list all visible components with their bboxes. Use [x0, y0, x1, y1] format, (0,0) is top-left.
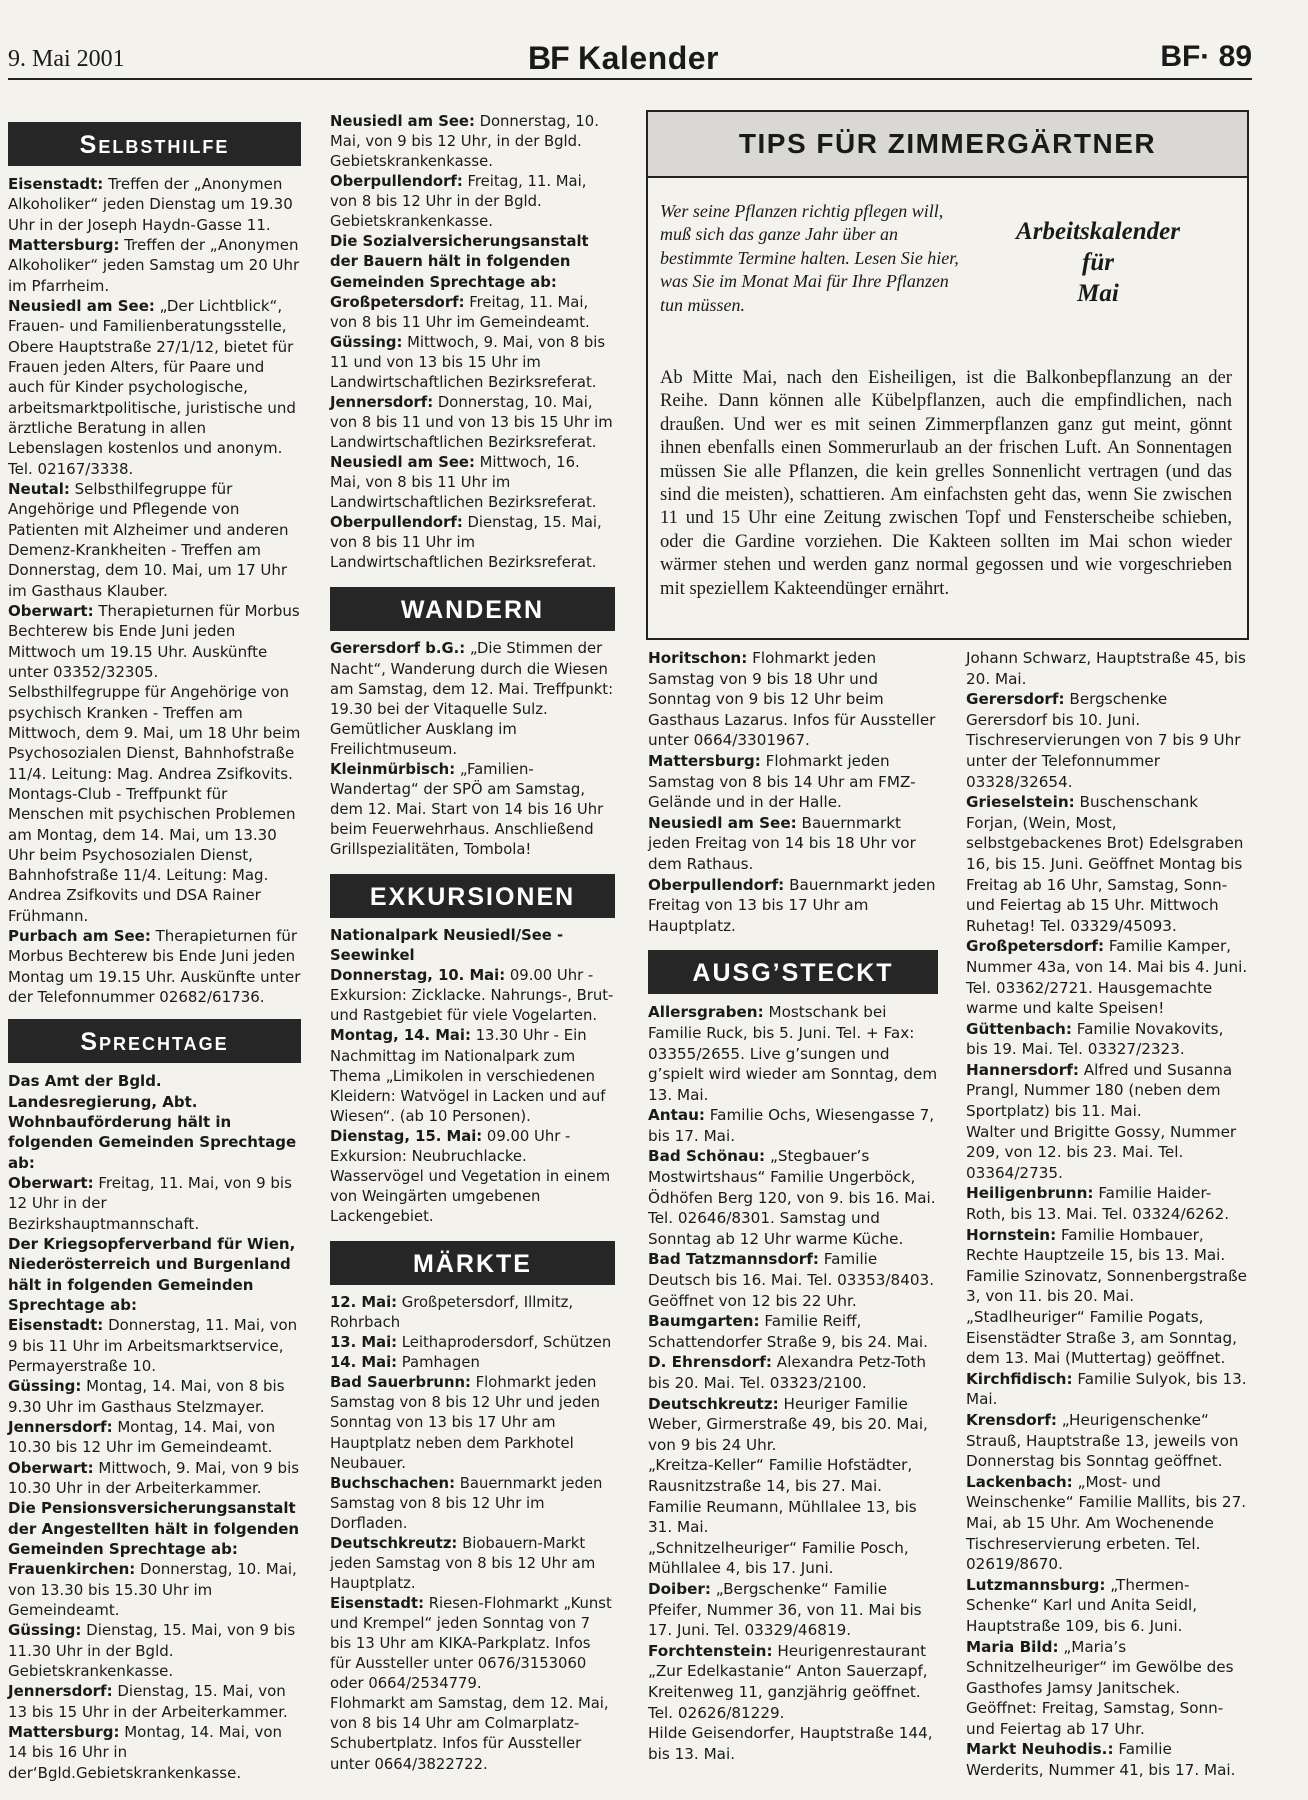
entry-place: Allersgraben:: [648, 1003, 764, 1022]
calendar-entry: [330, 1594, 615, 1694]
calendar-entry: [966, 1225, 1249, 1266]
calendar-entry: [966, 1183, 1249, 1224]
tips-side-title: [978, 216, 1218, 309]
entry-text: Dienstag, 15. Mai, von 8 bis 11 Uhr im Landwirtschaftlichen Bezirksreferat.: [330, 514, 602, 572]
entry-text: Familie Kamper, Nummer 43a, von 14. Mai bis 4. Juni. Tel. 03362/2721. Hausgemachte warme und kalte Speisen!: [966, 937, 1248, 1018]
entry-place: Oberwart:: [8, 1174, 94, 1193]
entry-place: Neusiedl am See:: [648, 813, 797, 832]
calendar-entry: [8, 1173, 301, 1234]
calendar-entry: [8, 1722, 301, 1783]
entry-text: Bauernmarkt jeden Freitag von 14 bis 18 Uhr vor dem Rathaus.: [648, 813, 916, 873]
calendar-entry: [8, 1498, 301, 1559]
entry-text: „Kreitza-Keller“ Familie Hofstädter, Rausnitzstraße 14, bis 27. Mai.: [648, 1456, 913, 1495]
heading-exkursionen: EXKURSIONEN: [330, 874, 615, 918]
entry-place: Mattersburg:: [8, 1722, 120, 1741]
entry-text: Therapieturnen für Morbus Bechterew bis Ende Juni jeden Montag um 19.15 Uhr. Auskünfte unter der Telefonnummer 02682/61736.: [8, 927, 301, 1007]
entry-place: Oberpullendorf:: [330, 514, 463, 532]
entry-place: Horitschon:: [648, 649, 748, 667]
entry-place: 13. Mai:: [330, 1334, 398, 1352]
entry-place: Markt Neuhodis.:: [966, 1740, 1114, 1759]
entry-place: Jennersdorf:: [8, 1418, 113, 1437]
calendar-entry: [966, 1637, 1249, 1740]
calendar-entry: [8, 1458, 301, 1499]
calendar-entry: [648, 1394, 938, 1456]
entry-text: Alfred und Susanna Prangl, Nummer 180 (neben dem Sportplatz) bis 11. Mai.: [966, 1060, 1233, 1121]
entry-place: Großpetersdorf:: [330, 293, 465, 311]
calendar-entry: [648, 1002, 938, 1105]
calendar-entry: [330, 172, 615, 232]
entry-place: Güssing:: [8, 1377, 82, 1396]
entry-place: Neusiedl am See:: [8, 296, 155, 315]
heading-wandern: WANDERN: [330, 587, 615, 631]
entry-place: Kleinmürbisch:: [330, 760, 456, 778]
entry-place: Neutal:: [8, 479, 70, 498]
calendar-entry: [8, 1559, 301, 1620]
entries-wandern: [330, 639, 615, 860]
calendar-entry: [648, 1352, 938, 1393]
entry-place: Maria Bild:: [966, 1637, 1059, 1656]
entry-place: Oberpullendorf:: [330, 173, 463, 191]
calendar-entry: [966, 689, 1249, 792]
calendar-entry: [8, 601, 301, 682]
entry-place: Oberwart:: [8, 1458, 94, 1477]
entry-place: Eisenstadt:: [330, 1595, 425, 1612]
entry-text: Familie Reiff, Schattendorfer Straße 9, bis 24. Mai.: [648, 1312, 928, 1351]
entry-place: Frauenkirchen:: [8, 1560, 136, 1579]
entries-exkursionen: [330, 926, 615, 1227]
calendar-entry: [8, 296, 301, 479]
entry-place: Donnerstag, 10. Mai:: [330, 967, 506, 985]
entries-ausgsteckt-cont: [966, 648, 1249, 1781]
tips-title-bar: [648, 112, 1247, 178]
entry-place: Purbach am See:: [8, 927, 151, 946]
entry-text: „Die Stimmen der Nacht“, Wanderung durch die Wiesen am Samstag, dem 12. Mai. Treffpunkt: 19.30 bei der Vitaquelle Sulz. Gemütlicher Ausklang im Freilichtmuseum.: [330, 640, 614, 758]
calendar-entry: [330, 453, 615, 513]
column-4: [966, 648, 1249, 1781]
calendar-entry: [8, 174, 301, 235]
calendar-entry: [8, 1681, 301, 1722]
heading-sprechtage: Sprechtage: [8, 1019, 301, 1063]
entry-place: Mattersburg:: [648, 751, 761, 770]
tips-body: Ab Mitte Mai, nach den Eisheiligen, ist die Balkonbepflanzung an der Reihe. Dann können alle Kübelpflanzen, auch die empfindlichen, nach draußen. Und wer es mit seinen Zimmerpflanzen ganz gut meint, gönnt ihnen ebenfalls einen Sommerurlaub an der frischen Luft. An Sonnentagen müssen Sie alle Pflanzen, die kein grelles Sonnenlicht vertragen (und das sind die meisten), schattieren. Am einfachsten geht das, wenn Sie zwischen 11 und 15 Uhr eine Zeitung zwischen Topf und Fensterscheibe schieben, oder die Gardine vorziehen. Die Kakteen sollten im Mai schon wieder wärmer stehen und werden ganz normal gegossen und wie vorgeschrieben mit speziellem Kakteendünger ernährt.: [660, 367, 1232, 599]
entry-place: Lackenbach:: [966, 1472, 1073, 1491]
entry-text: Freitag, 11. Mai, von 9 bis 12 Uhr in der Bezirkshauptmannschaft.: [8, 1174, 292, 1233]
entry-text: Treffen der „Anonymen Alkoholiker“ jeden Samstag um 20 Uhr im Pfarrheim.: [8, 235, 300, 295]
entry-text: 09.00 Uhr - Exkursion: Neubruchlacke. Wasservögel und Vegetation in einem von Weingärten umgebenen Lackengebiet.: [330, 1127, 611, 1225]
entry-text: Johann Schwarz, Hauptstraße 45, bis 20. Mai.: [966, 649, 1246, 688]
entry-place: Eisenstadt:: [8, 175, 104, 193]
heading-maerkte: MÄRKTE: [330, 1241, 615, 1285]
column-1: [8, 122, 301, 1783]
entries-sprechtage: [8, 1071, 301, 1782]
entry-text: „Heurigenschenke“ Strauß, Hauptstraße 13, jeweils von Donnerstag bis Sonntag geöffnet.: [966, 1410, 1239, 1471]
calendar-entry: [8, 1376, 301, 1417]
calendar-entry: [648, 1146, 938, 1249]
calendar-entry: [330, 1373, 615, 1473]
entry-text: Familie Szinovatz, Sonnenbergstraße 3, von 11. bis 20. Mai.: [966, 1266, 1247, 1306]
entry-place: Bad Tatzmannsdorf:: [648, 1250, 819, 1269]
entry-text: Flohmarkt am Samstag, dem 12. Mai, von 8 bis 14 Uhr am Colmarplatz-Schubertplatz. Infos für Aussteller unter 0664/3822722.: [330, 1695, 609, 1773]
entry-text: „Most- und Weinschenke“ Familie Mallits, bis 27. Mai, ab 15 Uhr. Am Wochenende Tischreservierung erbeten. Tel. 02619/8670.: [966, 1472, 1247, 1574]
heading-selbsthilfe: Selbsthilfe: [8, 122, 301, 166]
entry-text: Großpetersdorf, Illmitz, Rohrbach: [330, 1294, 574, 1332]
calendar-entry: [648, 1455, 938, 1496]
calendar-entry: [330, 1293, 615, 1333]
entry-place: Gerersdorf:: [966, 690, 1065, 709]
entry-text: Leithaprodersdorf, Schützen: [397, 1334, 612, 1352]
entry-text: Montag, 14. Mai, von 14 bis 16 Uhr in der‘Bgld.Gebietskrankenkasse.: [8, 1722, 282, 1782]
entry-place: Die Pensionsversicherungsanstalt der Angestellten hält in folgenden Gemeinden Sprechtage ab:: [8, 1499, 300, 1558]
entry-text: „Maria’s Schnitzelheuriger“ im Gewölbe des Gasthofes Jamsy Janitschek. Geöffnet: Freitag, Samstag, Sonn- und Feiertag ab 17 Uhr.: [966, 1637, 1234, 1738]
title-text: Kalender: [568, 40, 719, 76]
entry-text: Bauernmarkt jeden Samstag von 8 bis 12 Uhr im Dorfladen.: [330, 1474, 603, 1532]
calendar-entry: [966, 1472, 1249, 1575]
calendar-entry: [330, 1694, 615, 1774]
entry-text: Montag, 14. Mai, von 10.30 bis 12 Uhr im Gemeindeamt.: [8, 1418, 276, 1457]
entry-place: Montag, 14. Mai:: [330, 1027, 471, 1045]
entry-text: Heuriger Familie Weber, Girmerstraße 49, bis 20. Mai, von 9 bis 24 Uhr.: [648, 1394, 928, 1454]
entry-text: Dienstag, 15. Mai, von 9 bis 11.30 Uhr in der Bgld. Gebietskrankenkasse.: [8, 1621, 296, 1680]
calendar-entry: [330, 232, 615, 292]
entry-text: Familie Werderits, Nummer 41, bis 17. Mai.: [966, 1740, 1236, 1780]
column-2: [330, 112, 615, 1775]
entry-text: Mittwoch, 16. Mai, von 8 bis 11 Uhr im Landwirtschaftlichen Bezirksreferat.: [330, 454, 597, 512]
entry-text: Familie Haider-Roth, bis 13. Mai. Tel. 03324/6262.: [966, 1184, 1230, 1224]
entry-place: Baumgarten:: [648, 1312, 760, 1331]
calendar-entry: [330, 1026, 615, 1126]
calendar-entry: [330, 293, 615, 333]
calendar-entry: [8, 1071, 301, 1173]
entry-place: Oberpullendorf:: [648, 875, 785, 894]
calendar-entry: [648, 1311, 938, 1352]
calendar-entry: [966, 1019, 1249, 1060]
entry-text: Selbsthilfegruppe für Angehörige von psychisch Kranken - Treffen am Mittwoch, dem 9. Mai, um 18 Uhr beim Psychosozialen Dienst, Bahnhofstraße 11/4. Leitung: Mag. Andrea Zsifkovits.: [8, 683, 301, 783]
calendar-entry: [330, 333, 615, 393]
tips-box: [646, 110, 1249, 640]
entry-place: Güssing:: [8, 1621, 82, 1640]
calendar-entry: [8, 479, 301, 601]
tips-side-line: Arbeitskalender: [1016, 218, 1180, 245]
calendar-entry: [8, 784, 301, 926]
entry-place: Neusiedl am See:: [330, 454, 475, 472]
entry-text: Flohmarkt jeden Samstag von 8 bis 14 Uhr am FMZ-Gelände und in der Halle.: [648, 751, 916, 812]
entry-place: Neusiedl am See:: [330, 113, 475, 130]
entry-text: Biobauern-Markt jeden Samstag von 8 bis 12 Uhr am Hauptplatz.: [330, 1534, 596, 1592]
entry-text: Alexandra Petz-Toth bis 20. Mai. Tel. 03323/2100.: [648, 1353, 926, 1392]
entry-text: Treffen der „Anonymen Alkoholiker“ jeden Dienstag um 19.30 Uhr in der Joseph Haydn-Gasse 11.: [8, 175, 293, 234]
tips-side-line: für: [1082, 249, 1114, 276]
entry-place: Lutzmannsburg:: [966, 1575, 1106, 1594]
entry-place: Güttenbach:: [966, 1019, 1072, 1038]
calendar-entry: [648, 648, 938, 751]
calendar-entry: [330, 966, 615, 1026]
entry-text: Mittwoch, 9. Mai, von 8 bis 11 und von 13 bis 15 Uhr im Landwirtschaftlichen Bezirksreferat.: [330, 333, 606, 391]
entry-text: „Stegbauer’s Mostwirtshaus“ Familie Ungerböck, Ödhöfen Berg 120, von 9. bis 16. Mai. Tel. 02646/8301. Samstag und Sonntag ab 12 Uhr warme Küche.: [648, 1147, 936, 1248]
entry-place: Forchtenstein:: [648, 1641, 773, 1660]
entry-text: Hilde Geisendorfer, Hauptstraße 144, bis 13. Mai.: [648, 1724, 933, 1763]
entry-place: Güssing:: [330, 333, 403, 351]
entry-place: Der Kriegsopferverband für Wien, Niederösterreich und Burgenland hält in folgenden Gemeinden Sprechtage ab:: [8, 1235, 296, 1315]
entry-text: „Der Lichtblick“, Frauen- und Familienberatungsstelle, Obere Hauptstraße 27/1/12, bietet für Frauen jeden Alters, für Paare und auch für Kinder psychologische, arbeitsmarktpolitische, juristische und ärztliche Beratung in allen Lebenslagen kostenlos und anonym. Tel. 02167/3338.: [8, 296, 296, 478]
entries-maerkte: [330, 1293, 615, 1775]
entry-place: Die Sozialversicherungsanstalt der Bauern hält in folgenden Gemeinden Sprechtage ab:: [330, 233, 589, 291]
calendar-entry: [330, 1474, 615, 1534]
calendar-entry: [330, 1333, 615, 1353]
entry-place: Mattersburg:: [8, 235, 120, 254]
column-3: [648, 648, 938, 1764]
entry-text: Walter und Brigitte Gossy, Nummer 209, von 12. bis 23. Mai. Tel. 03364/2735.: [966, 1122, 1237, 1182]
calendar-entry: [648, 1249, 938, 1311]
entry-text: Freitag, 11. Mai, von 8 bis 12 Uhr in der Bgld. Gebietskrankenkasse.: [330, 173, 587, 231]
entry-text: Familie Sulyok, bis 13. Mai.: [966, 1369, 1247, 1409]
title-logo: BF: [528, 40, 569, 76]
calendar-entry: [330, 1127, 615, 1227]
calendar-entry: [648, 875, 938, 937]
entry-text: „Bergschenke“ Familie Pfeifer, Nummer 36, von 11. Mai bis 17. Juni. Tel. 03329/46819.: [648, 1579, 922, 1640]
calendar-entry: [330, 760, 615, 860]
entry-text: Flohmarkt jeden Samstag von 9 bis 18 Uhr und Sonntag von 9 bis 12 Uhr beim Gasthaus Lazarus. Infos für Aussteller unter 0664/3301967.: [648, 649, 936, 750]
entry-text: Buschenschank Forjan, (Wein, Most, selbstgebackenes Brot) Edelsgraben 16, bis 15. Juni. Geöffnet Montag bis Freitag ab 16 Uhr, Samstag, Sonn- und Feiertag ab 15 Uhr. Mittwoch Ruhetag! Tel. 03329/45093.: [966, 793, 1244, 935]
entry-place: Dienstag, 15. Mai:: [330, 1127, 483, 1145]
entry-text: Heurigenrestaurant „Zur Edelkastanie“ Anton Sauerzapf, Kreitenweg 11, ganzjährig geöffnet. Tel. 02626/81229.: [648, 1641, 928, 1722]
tips-side-line: Mai: [1077, 280, 1119, 307]
entry-text: „Thermen-Schenke“ Karl und Anita Seidl, Hauptstraße 109, bis 6. Juni.: [966, 1575, 1198, 1635]
calendar-entry: [330, 393, 615, 453]
entry-place: Heiligenbrunn:: [966, 1184, 1094, 1203]
calendar-entry: [966, 1266, 1249, 1307]
entry-place: Bad Sauerbrunn:: [330, 1374, 471, 1392]
entry-text: Flohmarkt jeden Samstag von 8 bis 12 Uhr und jeden Sonntag von 13 bis 17 Uhr am Hauptplatz neben dem Parkhotel Neubauer.: [330, 1374, 600, 1472]
entry-place: 14. Mai:: [330, 1354, 398, 1372]
entry-text: Montags-Club - Treffpunkt für Menschen mit psychischen Problemen am Montag, dem 14. Mai, um 13.30 Uhr beim Psychosozialen Dienst, Bahnhofstraße 11/4. Leitung: Mag. Andrea Zsifkovits und DSA Rainer Frühmann.: [8, 784, 296, 925]
entry-place: Gerersdorf b.G.:: [330, 640, 466, 658]
calendar-entry: [648, 1641, 938, 1723]
entry-text: Donnerstag, 10. Mai, von 13.30 bis 15.30 Uhr im Gemeindeamt.: [8, 1560, 297, 1619]
entry-place: Oberwart:: [8, 601, 94, 620]
calendar-entry: [8, 1315, 301, 1376]
calendar-entry: [648, 1723, 938, 1764]
calendar-entry: [966, 648, 1249, 689]
entry-text: Familie Ochs, Wiesengasse 7, bis 17. Mai.: [648, 1106, 935, 1145]
calendar-entry: [966, 1307, 1249, 1369]
calendar-entry: [8, 682, 301, 784]
entry-place: Deutschkreutz:: [330, 1534, 458, 1552]
entry-text: „Familien-Wandertag“ der SPÖ am Samstag, dem 12. Mai. Start von 14 bis 16 Uhr beim Feuerwehrhaus. Anschließend Grillspezialitäten, Tombola!: [330, 760, 604, 859]
entry-text: Mostschank bei Familie Ruck, bis 5. Juni. Tel. + Fax: 03355/2655. Live g’sungen und g’spielt wird wieder am Sonntag, dem 13. Mai.: [648, 1003, 938, 1104]
entry-text: „Schnitzelheuriger“ Familie Posch, Mühllalee 4, bis 17. Juni.: [648, 1538, 909, 1578]
entry-text: Donnerstag, 10. Mai, von 8 bis 11 und von 13 bis 15 Uhr im Landwirtschaftlichen Bezirksreferat.: [330, 393, 613, 451]
entry-place: D. Ehrensdorf:: [648, 1353, 772, 1372]
entry-place: Grieselstein:: [966, 793, 1075, 812]
entry-place: Großpetersdorf:: [966, 937, 1105, 956]
entry-place: Deutschkreutz:: [648, 1394, 779, 1413]
entry-text: Donnerstag, 11. Mai, von 9 bis 11 Uhr im Arbeitsmarktservice, Permayerstraße 10.: [8, 1316, 298, 1376]
entry-text: Familie Reumann, Mühllalee 13, bis 31. Mai.: [648, 1497, 917, 1537]
entry-text: Familie Novakovits, bis 19. Mai. Tel. 03327/2323.: [966, 1019, 1224, 1059]
tips-heading: TIPS FÜR ZIMMERGÄRTNER: [738, 128, 1157, 159]
page-number: BF· 89: [1160, 40, 1252, 73]
entry-place: Hannersdorf:: [966, 1060, 1079, 1079]
entry-place: Eisenstadt:: [8, 1316, 104, 1335]
entry-place: Jennersdorf:: [8, 1682, 113, 1701]
calendar-entry: [8, 1234, 301, 1315]
calendar-entry: [648, 813, 938, 875]
calendar-entry: [966, 792, 1249, 936]
entry-place: Jennersdorf:: [330, 393, 434, 411]
entry-text: Pamhagen: [397, 1354, 480, 1372]
entry-place: Krensdorf:: [966, 1410, 1057, 1429]
page-header: [8, 40, 1252, 80]
entry-text: 13.30 Uhr - Ein Nachmittag im Nationalpark zum Thema „Limikolen in verschiedenen Kleidern: Watvögel in Lacken und auf Wiesen“. (ab 10 Personen).: [330, 1027, 606, 1125]
entry-text: Therapieturnen für Morbus Bechterew bis Ende Juni jeden Mittwoch um 19.15 Uhr. Auskünfte unter 03352/32305.: [8, 601, 300, 681]
calendar-entry: [966, 1060, 1249, 1122]
entry-text: Dienstag, 15. Mai, von 13 bis 15 Uhr in der Arbeiterkammer.: [8, 1682, 288, 1721]
calendar-entry: [330, 926, 615, 966]
entry-place: Nationalpark Neusiedl/See - Seewinkel: [330, 927, 564, 965]
entry-place: Bad Schönau:: [648, 1147, 766, 1166]
calendar-entry: [966, 1369, 1249, 1410]
entry-text: Riesen-Flohmarkt „Kunst und Krempel“ jeden Sonntag von 7 bis 13 Uhr am KIKA-Parkplatz. Infos für Aussteller unter 0676/3153060 oder 0664/2534779.: [330, 1595, 612, 1693]
calendar-entry: [8, 1417, 301, 1458]
calendar-entry: [648, 1538, 938, 1579]
entry-text: Freitag, 11. Mai, von 8 bis 11 Uhr im Gemeindeamt.: [330, 293, 590, 331]
calendar-entry: [966, 1575, 1249, 1637]
calendar-entry: [330, 639, 615, 759]
entry-text: 09.00 Uhr - Exkursion: Zicklacke. Nahrungs-, Brut- und Rastgebiet für viele Vogelarten.: [330, 967, 614, 1025]
entry-text: Bauernmarkt jeden Freitag von 13 bis 17 Uhr am Hauptplatz.: [648, 875, 936, 935]
entry-text: Selbsthilfegruppe für Angehörige und Pflegende von Patienten mit Alzheimer und anderen Demenz-Krankheiten - Treffen am Donnerstag, dem 10. Mai, um 17 Uhr im Gasthaus Klauber.: [8, 479, 289, 600]
calendar-entry: [8, 926, 301, 1007]
entry-text: Montag, 14. Mai, von 8 bis 9.30 Uhr im Gasthaus Stelzmayer.: [8, 1377, 285, 1416]
entry-text: Familie Deutsch bis 16. Mai. Tel. 03353/8403. Geöffnet von 12 bis 22 Uhr.: [648, 1250, 935, 1310]
entry-place: Hornstein:: [966, 1225, 1057, 1244]
calendar-entry: [648, 1105, 938, 1146]
entry-place: Buchschachen:: [330, 1474, 456, 1492]
entry-text: Mittwoch, 9. Mai, von 9 bis 10.30 Uhr in der Arbeiterkammer.: [8, 1458, 300, 1498]
calendar-entry: [330, 513, 615, 573]
entry-place: 12. Mai:: [330, 1294, 398, 1312]
entries-ausgsteckt: [648, 1002, 938, 1764]
entries-sprechtage-cont: [330, 112, 615, 573]
entries-maerkte-cont: [648, 648, 938, 936]
heading-ausgsteckt: AUSG’STECKT: [648, 950, 938, 994]
calendar-entry: [330, 112, 615, 172]
entry-place: Das Amt der Bgld. Landesregierung, Abt. Wohnbauförderung hält in folgenden Gemeinden Sprechtage ab:: [8, 1072, 297, 1172]
calendar-entry: [648, 1497, 938, 1538]
tips-intro: Wer seine Pflanzen richtig pflegen will, muß sich das ganze Jahr über an bestimmte Termine halten. Lesen Sie hier, was Sie im Monat Mai für Ihre Pflanzen tun müssen.: [660, 201, 959, 315]
calendar-entry: [648, 1579, 938, 1641]
calendar-entry: [330, 1353, 615, 1373]
entry-text: „Stadlheuriger“ Familie Pogats, Eisenstädter Straße 3, am Sonntag, dem 13. Mai (Muttertag) geöffnet.: [966, 1308, 1237, 1368]
calendar-entry: [8, 1620, 301, 1681]
calendar-entry: [648, 751, 938, 813]
entry-place: Doiber:: [648, 1579, 711, 1598]
entry-place: Antau:: [648, 1106, 705, 1125]
calendar-entry: [966, 1739, 1249, 1780]
entry-text: Donnerstag, 10. Mai, von 9 bis 12 Uhr, in der Bgld. Gebietskrankenkasse.: [330, 113, 599, 171]
calendar-entry: [330, 1534, 615, 1594]
entry-text: Bergschenke Gerersdorf bis 10. Juni. Tischreservierungen von 7 bis 9 Uhr unter der Telefonnummer 03328/32654.: [966, 690, 1241, 791]
issue-date: 9. Mai 2001: [8, 46, 125, 72]
calendar-entry: [966, 1122, 1249, 1184]
entry-place: Kirchfidisch:: [966, 1369, 1073, 1388]
calendar-entry: [966, 936, 1249, 1018]
section-title: [528, 40, 719, 77]
entries-selbsthilfe: [8, 174, 301, 1007]
calendar-entry: [8, 235, 301, 296]
calendar-entry: [966, 1410, 1249, 1472]
entry-text: Familie Hombauer, Rechte Hauptzeile 15, bis 13. Mai.: [966, 1225, 1226, 1265]
